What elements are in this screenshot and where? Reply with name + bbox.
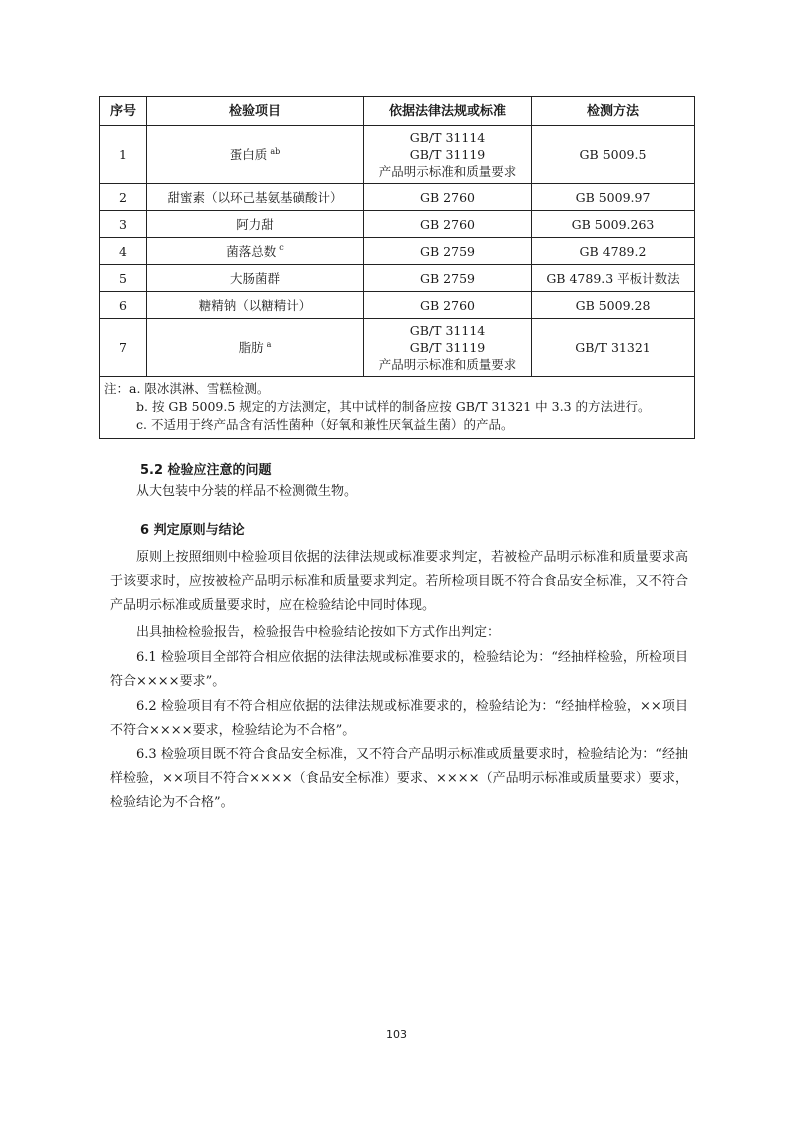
- header-legal-basis: 依据法律法规或标准: [364, 97, 532, 126]
- standard-cell: GB 2760: [364, 292, 532, 319]
- row-number: 3: [100, 211, 147, 238]
- table-row: [100, 126, 695, 184]
- standard-cell: [364, 319, 532, 377]
- standard-cell: GB 2759: [364, 238, 532, 265]
- table-notes: [100, 377, 695, 439]
- inspection-item-cell: [147, 238, 364, 265]
- item-name: 菌落总数: [226, 243, 277, 259]
- inspection-item-cell: [147, 126, 364, 184]
- item-name: 糖精钠（以糖精计）: [198, 297, 312, 313]
- item-name: 大肠菌群: [229, 270, 280, 286]
- item-name: 甜蜜素（以环己基氨基磺酸计）: [167, 189, 343, 205]
- standard-cell: GB 2759: [364, 265, 532, 292]
- inspection-item-cell: [147, 319, 364, 377]
- table-row: [100, 238, 695, 265]
- table-note: b. 按 GB 5009.5 规定的方法测定，其中试样的制备应按 GB/T 31321 中 3.3 的方法进行。: [136, 399, 651, 414]
- test-method-cell: GB 5009.28: [532, 292, 695, 319]
- table-row: [100, 265, 695, 292]
- test-method-cell: GB 5009.5: [532, 126, 695, 184]
- paragraph: 出具抽检检验报告，检验报告中检验结论按如下方式作出判定：: [136, 625, 501, 640]
- test-method-cell: GB 4789.3 平板计数法: [532, 265, 695, 292]
- section-5-2-heading: 5.2 检验应注意的问题: [140, 463, 272, 478]
- header-inspection-item: 检验项目: [147, 97, 364, 126]
- paragraph: 6.2 检验项目有不符合相应依据的法律法规或标准要求的，检验结论为：“经抽样检验，××项目不符合××××要求，检验结论为不合格”。: [110, 699, 688, 738]
- paragraph: 原则上按照细则中检验项目依据的法律法规或标准要求判定，若被检产品明示标准和质量要求高于该要求时，应按被检产品明示标准和质量要求判定。若所检项目既不符合食品安全标准，又不符合产品明示标准或质量要求时，应在检验结论中同时体现。: [110, 550, 688, 613]
- page-number: 103: [386, 1028, 407, 1041]
- table-note: c. 不适用于终产品含有活性菌种（好氧和兼性厌氧益生菌）的产品。: [136, 417, 514, 432]
- footnote-marker: c: [279, 243, 284, 253]
- footnote-marker: a: [266, 339, 272, 349]
- test-method-cell: GB 4789.2: [532, 238, 695, 265]
- standard-line: GB/T 31119: [409, 147, 486, 162]
- header-test-method: 检测方法: [532, 97, 695, 126]
- row-number: 7: [100, 319, 147, 377]
- row-number: 1: [100, 126, 147, 184]
- item-name: 蛋白质: [229, 147, 268, 162]
- test-method-cell: GB/T 31321: [532, 319, 695, 377]
- standard-cell: GB 2760: [364, 211, 532, 238]
- row-number: 6: [100, 292, 147, 319]
- inspection-item-cell: [147, 211, 364, 238]
- standard-cell: [364, 126, 532, 184]
- test-method-cell: GB 5009.97: [532, 184, 695, 211]
- table-row: [100, 211, 695, 238]
- row-number: 5: [100, 265, 147, 292]
- standard-line: 产品明示标准和质量要求: [378, 164, 517, 179]
- item-name: 阿力甜: [236, 216, 274, 232]
- inspection-items-table: [99, 96, 695, 439]
- standard-line: GB/T 31119: [409, 340, 486, 355]
- table-header-row: [100, 97, 695, 126]
- test-method-cell: GB 5009.263: [532, 211, 695, 238]
- table-row: [100, 292, 695, 319]
- row-number: 4: [100, 238, 147, 265]
- header-serial-number: 序号: [100, 97, 147, 126]
- table-notes-row: [100, 377, 695, 439]
- section-5-2-text: 从大包装中分装的样品不检测微生物。: [136, 484, 358, 499]
- standard-cell: GB 2760: [364, 184, 532, 211]
- section-6-heading: 6 判定原则与结论: [140, 523, 245, 538]
- table-row: [100, 184, 695, 211]
- inspection-item-cell: [147, 265, 364, 292]
- standard-line: GB/T 31114: [409, 130, 486, 145]
- inspection-item-cell: [147, 184, 364, 211]
- standard-line: GB/T 31114: [409, 323, 486, 338]
- table-note: 注：a. 限冰淇淋、雪糕检测。: [104, 381, 270, 396]
- item-name: 脂肪: [238, 340, 264, 355]
- row-number: 2: [100, 184, 147, 211]
- paragraph: 6.3 检验项目既不符合食品安全标准，又不符合产品明示标准或质量要求时，检验结论为：“经抽样检验，××项目不符合××××（食品安全标准）要求、××××（产品明示标准或质量要求）要求，检验结论为不合格”。: [110, 747, 688, 810]
- inspection-item-cell: [147, 292, 364, 319]
- standard-line: 产品明示标准和质量要求: [378, 357, 517, 372]
- footnote-marker: ab: [270, 146, 281, 156]
- paragraph: 6.1 检验项目全部符合相应依据的法律法规或标准要求的，检验结论为：“经抽样检验，所检项目符合××××要求”。: [110, 650, 688, 689]
- table-row: [100, 319, 695, 377]
